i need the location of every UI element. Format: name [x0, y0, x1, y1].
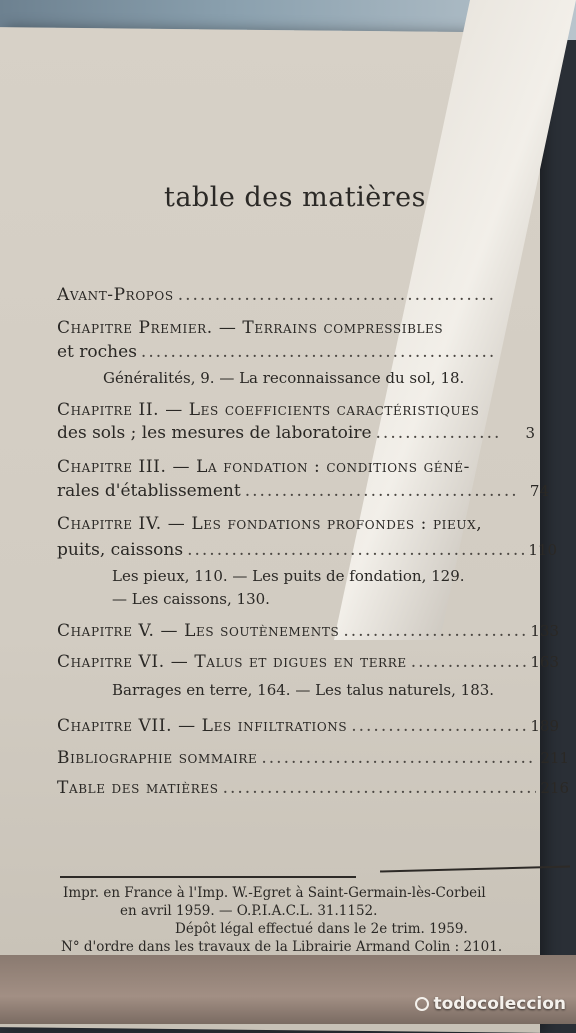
- imprint-line: N° d'ordre dans les travaux de la Librairie Armand Colin : 2101.: [61, 939, 503, 955]
- watermark-logo-icon: [415, 997, 429, 1011]
- toc-entry-chapitre-4-cont: [57, 540, 557, 560]
- toc-entry-heading: Bibliographie sommaire: [57, 748, 258, 768]
- watermark: [415, 994, 566, 1014]
- toc-entry-chapitre-7: [57, 716, 559, 736]
- dot-leader: [187, 540, 524, 560]
- toc-entry-heading: Chapitre II. — Les coefficients caractéristiques: [57, 400, 480, 420]
- toc-entry-heading: Table des matières: [57, 778, 219, 798]
- toc-entry-bibliographie: [57, 748, 569, 768]
- toc-entry-chapitre-6: [57, 652, 559, 672]
- page-number: 110: [528, 541, 557, 559]
- toc-entry-heading: Chapitre VII. — Les infiltrations: [57, 716, 348, 736]
- toc-entry-continuation: rales d'établissement: [57, 481, 241, 501]
- toc-entry-continuation: des sols ; les mesures de laboratoire: [57, 423, 372, 443]
- page-number: 3: [525, 424, 535, 442]
- dot-leader: [141, 342, 495, 362]
- toc-entry-heading: Chapitre III. — La fondation : conditions géné-: [57, 457, 470, 477]
- page-title: table des matières: [163, 182, 427, 213]
- imprint-line: en avril 1959. — O.P.I.A.C.L. 31.1152.: [120, 903, 378, 919]
- toc-subentries: Généralités, 9. — La reconnaissance du sol, 18.: [103, 369, 465, 387]
- toc-subentries: — Les caissons, 130.: [112, 590, 270, 608]
- dot-leader: [245, 481, 517, 501]
- toc-subentries: Les pieux, 110. — Les puits de fondation, 129.: [112, 567, 465, 585]
- page-number: 74: [529, 482, 549, 500]
- page-number: 211: [540, 749, 569, 767]
- toc-entry-table: [57, 778, 569, 798]
- watermark-text: todocoleccion: [433, 994, 566, 1014]
- toc-entry-continuation: et roches: [57, 342, 137, 362]
- toc-entry-chapitre-1-cont: [57, 342, 499, 362]
- toc-entry-heading: Avant-Propos: [57, 285, 174, 305]
- dot-leader: [351, 716, 526, 736]
- toc-entry-chapitre-3-cont: [57, 481, 549, 501]
- page-number: 163: [530, 653, 559, 671]
- dot-leader: [223, 778, 537, 798]
- dot-leader: [376, 423, 503, 443]
- toc-entry-heading: Chapitre V. — Les soutènements: [57, 621, 340, 641]
- imprint-line: Dépôt légal effectué dans le 2e trim. 1959.: [175, 921, 468, 937]
- dot-leader: [343, 621, 526, 641]
- toc-entry-heading: Chapitre IV. — Les fondations profondes : pieux,: [57, 514, 483, 534]
- toc-entry-heading: Chapitre VI. — Talus et digues en terre: [57, 652, 407, 672]
- toc-entry-chapitre-4: [57, 514, 482, 534]
- toc-entry-chapitre-3: [57, 457, 470, 477]
- toc-entry-chapitre-2: [57, 400, 479, 420]
- dot-leader: [411, 652, 527, 672]
- toc-entry-continuation: puits, caissons: [57, 540, 184, 560]
- toc-entry-avant-propos: [57, 285, 497, 305]
- toc-entry-chapitre-5: [57, 621, 559, 641]
- toc-entry-heading: Chapitre Premier. — Terrains compressibles: [57, 318, 444, 338]
- page-number: 216: [540, 779, 569, 797]
- toc-entry-chapitre-1: [57, 318, 443, 338]
- imprint-line: Impr. en France à l'Imp. W.-Egret à Saint-Germain-lès-Corbeil: [63, 885, 486, 901]
- dot-leader: [178, 285, 493, 305]
- imprint-rule-left: [60, 876, 356, 878]
- page-number: 133: [530, 622, 559, 640]
- toc-entry-chapitre-2-cont: [57, 423, 535, 443]
- toc-subentries: Barrages en terre, 164. — Les talus naturels, 183.: [112, 681, 495, 699]
- page-number: 189: [530, 717, 559, 735]
- dot-leader: [261, 748, 536, 768]
